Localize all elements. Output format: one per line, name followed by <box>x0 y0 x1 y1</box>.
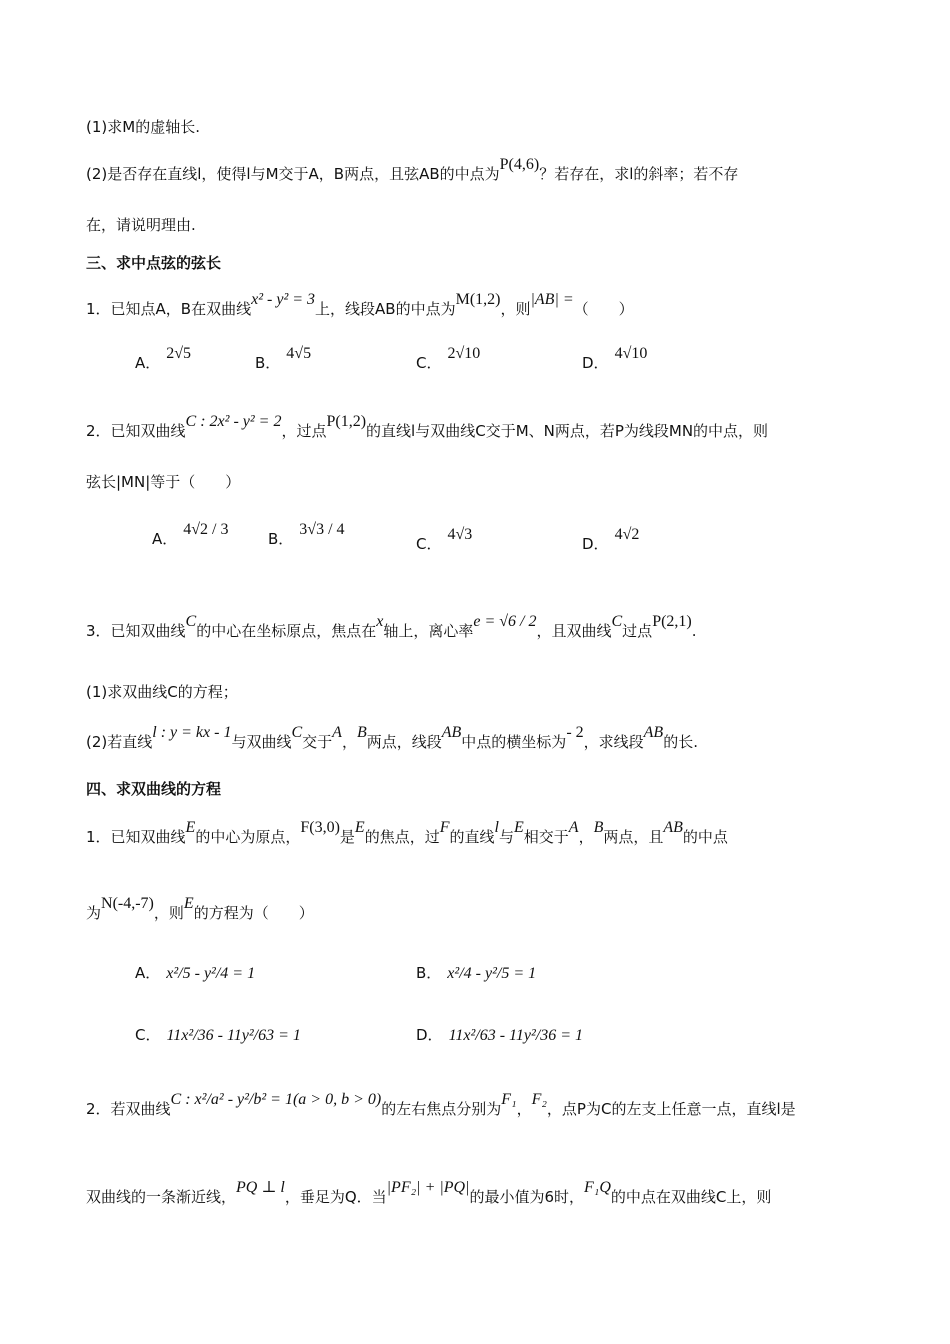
option-label: D． <box>582 535 609 553</box>
s3p2-text-b: ，过点 <box>281 422 327 440</box>
s4p2-text-c: ， <box>516 1100 532 1118</box>
s4p2-text-h: 的中点在双曲线C上，则 <box>610 1188 772 1206</box>
option-value: 4√10 <box>614 345 648 362</box>
option-value: 4√5 <box>286 345 312 362</box>
s4p1-N: N(-4,-7) <box>101 895 154 912</box>
s3p3-q2-B: B <box>356 724 367 741</box>
option-label: D． <box>416 1026 443 1044</box>
s3p3-q2-text-g: ，求线段 <box>583 733 644 751</box>
s3-problem-3 <box>86 613 860 643</box>
s3p3-q2-text-a: (2)若直线 <box>86 733 153 751</box>
s3p1-option-c[interactable] <box>416 345 481 375</box>
s4p1-text-k: 为 <box>86 904 102 922</box>
s4p1-F: F(3,0) <box>300 819 340 836</box>
s4p1-option-a[interactable] <box>135 962 255 985</box>
s3-problem-2 <box>86 413 860 443</box>
s2-q2-text-a: (2)是否存在直线l，使得l与M交于A，B两点，且弦AB的中点为 <box>86 165 500 183</box>
s3p3-q2-C: C <box>291 724 303 741</box>
s3p1-midpoint: M(1,2) <box>455 291 501 308</box>
option-label: A． <box>135 354 161 372</box>
s4p1-text-b: 的中心为原点， <box>195 828 301 846</box>
s2-question-2 <box>86 156 860 186</box>
s3p3-q2-text-f: 中点的横坐标为 <box>461 733 567 751</box>
s4p1-option-d[interactable] <box>416 1024 583 1047</box>
s4-problem-2-cont <box>86 1179 860 1209</box>
s3p3-q2-A: A <box>332 724 342 741</box>
s4p1-A: A <box>568 819 579 836</box>
s3p2-text-c: 的直线l与双曲线C交于M、N两点，若P为线段MN的中点，则 <box>366 422 769 440</box>
s4p1-text-g: 相交于 <box>523 828 569 846</box>
s3p3-eccentricity: e = √6 / 2 <box>473 613 537 630</box>
s3p2-option-d[interactable] <box>582 526 640 556</box>
s4p1-text-n: 的方程为（ ） <box>193 904 314 922</box>
option-value: 2√5 <box>166 345 192 362</box>
s4p2-F1Q: F₁Q <box>584 1179 611 1196</box>
option-label: B． <box>255 354 281 372</box>
s2-q2-text-b: ？若存在，求l的斜率；若不存 <box>539 165 739 183</box>
s4p2-equation: C : x²/a² - y²/b² = 1(a > 0, b > 0) <box>170 1091 382 1108</box>
s3p3-q2-text-e: 两点，线段 <box>366 733 442 751</box>
s4p1-text-a: 1．已知双曲线 <box>86 828 186 846</box>
s4-problem-2 <box>86 1091 860 1121</box>
s3p3-q2-AB2: AB <box>643 724 664 741</box>
s4p1-text-c: 是 <box>339 828 355 846</box>
s2-q2-point: P(4,6) <box>499 156 540 173</box>
s3p1-equation: x² - y² = 3 <box>251 291 316 308</box>
option-value: 11x²/36 - 11y²/63 = 1 <box>166 1027 301 1044</box>
s4p2-text-a: 2．若双曲线 <box>86 1100 171 1118</box>
s4p1-E4: E <box>183 895 194 912</box>
s3p3-C: C <box>185 613 197 630</box>
s3p1-text-a: 1．已知点A，B在双曲线 <box>86 300 252 318</box>
s3p3-q2-text-b: 与双曲线 <box>231 733 292 751</box>
s3p3-q2-AB: AB <box>441 724 462 741</box>
s4p2-text-g: 的最小值为6时， <box>469 1188 585 1206</box>
s3p3-q2-value: - 2 <box>566 724 584 741</box>
s3p3-question-2 <box>86 724 860 754</box>
s2-question-1: (1)求M的虚轴长. <box>86 118 200 136</box>
s3p3-text-c: 轴上，离心率 <box>383 622 474 640</box>
s3p1-option-a[interactable] <box>135 345 192 375</box>
option-value: 11x²/63 - 11y²/36 = 1 <box>448 1027 583 1044</box>
s4p2-text-b: 的左右焦点分别为 <box>381 1100 502 1118</box>
s3p2-option-c[interactable] <box>416 526 473 556</box>
s3p2-equation: C : 2x² - y² = 2 <box>185 413 282 430</box>
s3-problem-2-cont: 弦长|MN|等于（ ） <box>86 473 241 491</box>
s4p1-Fs: F <box>439 819 450 836</box>
s4-problem-1 <box>86 819 860 849</box>
s3p1-text-d: （ ） <box>573 300 634 318</box>
s4p1-text-i: 两点，且 <box>603 828 664 846</box>
s3p1-option-d[interactable] <box>582 345 648 375</box>
s4p1-l: l <box>494 819 499 836</box>
option-value: 4√3 <box>447 526 473 543</box>
s4p1-text-f: 与 <box>498 828 514 846</box>
option-value: 3√3 / 4 <box>299 521 345 538</box>
s4p2-sum: |PF₂| + |PQ| <box>386 1179 470 1196</box>
s2-question-2-cont: 在，请说明理由. <box>86 216 196 234</box>
s4-problem-1-cont <box>86 895 860 925</box>
s3p2-option-b[interactable] <box>268 521 345 551</box>
s4p1-text-j: 的中点 <box>682 828 728 846</box>
s3p3-question-1: (1)求双曲线C的方程； <box>86 683 238 701</box>
s3p3-q2-text-d: ， <box>341 733 357 751</box>
option-label: C． <box>135 1026 161 1044</box>
option-label: D． <box>582 354 609 372</box>
s3p3-q2-text-c: 交于 <box>302 733 333 751</box>
s3p3-text-d: ，且双曲线 <box>536 622 612 640</box>
s3p3-text-f: 过点 <box>622 622 653 640</box>
s3p1-option-b[interactable] <box>255 345 312 375</box>
s4p1-E: E <box>185 819 196 836</box>
option-label: B． <box>268 530 294 548</box>
s3p1-abs: |AB| = <box>530 291 574 308</box>
s3p3-q2-text-h: 的长. <box>663 733 698 751</box>
option-value: 4√2 / 3 <box>183 521 229 538</box>
s4p2-F2: F₂ <box>531 1091 547 1108</box>
option-label: B． <box>416 964 442 982</box>
s4p1-E3: E <box>513 819 524 836</box>
option-value: x²/4 - y²/5 = 1 <box>447 965 537 982</box>
section-3-title: 三、求中点弦的弦长 <box>86 254 222 272</box>
s3p3-x: x <box>376 613 384 630</box>
s3p1-text-c: ，则 <box>500 300 531 318</box>
s3p3-C2: C <box>611 613 623 630</box>
s3p3-text-b: 的中心在坐标原点，焦点在 <box>196 622 377 640</box>
s4p2-text-e: 双曲线的一条渐近线， <box>86 1188 237 1206</box>
option-label: A． <box>152 530 178 548</box>
s3p3-text-a: 3．已知双曲线 <box>86 622 186 640</box>
s4p1-option-b[interactable] <box>416 962 536 985</box>
option-label: C． <box>416 535 442 553</box>
s4p1-option-c[interactable] <box>135 1024 301 1047</box>
option-label: C． <box>416 354 442 372</box>
s3-problem-1 <box>86 291 860 321</box>
s4p1-E2: E <box>354 819 365 836</box>
option-label: A． <box>135 964 161 982</box>
s3p3-text-g: . <box>691 622 697 640</box>
s4p1-AB: AB <box>663 819 683 836</box>
s4p1-text-e: 的直线 <box>449 828 495 846</box>
s4p1-text-m: ，则 <box>153 904 184 922</box>
s3p3-q2-line-eq: l : y = kx - 1 <box>152 724 232 741</box>
s4p2-F1: F₁ <box>501 1091 517 1108</box>
s3p2-point: P(1,2) <box>326 413 367 430</box>
section-4-title: 四、求双曲线的方程 <box>86 780 222 798</box>
s4p1-text-d: 的焦点，过 <box>364 828 440 846</box>
s3p2-text-a: 2．已知双曲线 <box>86 422 186 440</box>
s4p2-text-d: ，点P为C的左支上任意一点，直线l是 <box>546 1100 796 1118</box>
option-value: x²/5 - y²/4 = 1 <box>166 965 256 982</box>
s4p1-B: B <box>593 819 604 836</box>
option-value: 4√2 <box>614 526 640 543</box>
s3p3-point: P(2,1) <box>652 613 692 630</box>
s3p1-text-b: 上，线段AB的中点为 <box>315 300 456 318</box>
s4p1-text-h: ， <box>578 828 594 846</box>
s4p2-perp: PQ ⊥ l <box>236 1179 285 1196</box>
s4p2-text-f: ，垂足为Q．当 <box>284 1188 387 1206</box>
option-value: 2√10 <box>447 345 481 362</box>
s3p2-option-a[interactable] <box>152 521 229 551</box>
